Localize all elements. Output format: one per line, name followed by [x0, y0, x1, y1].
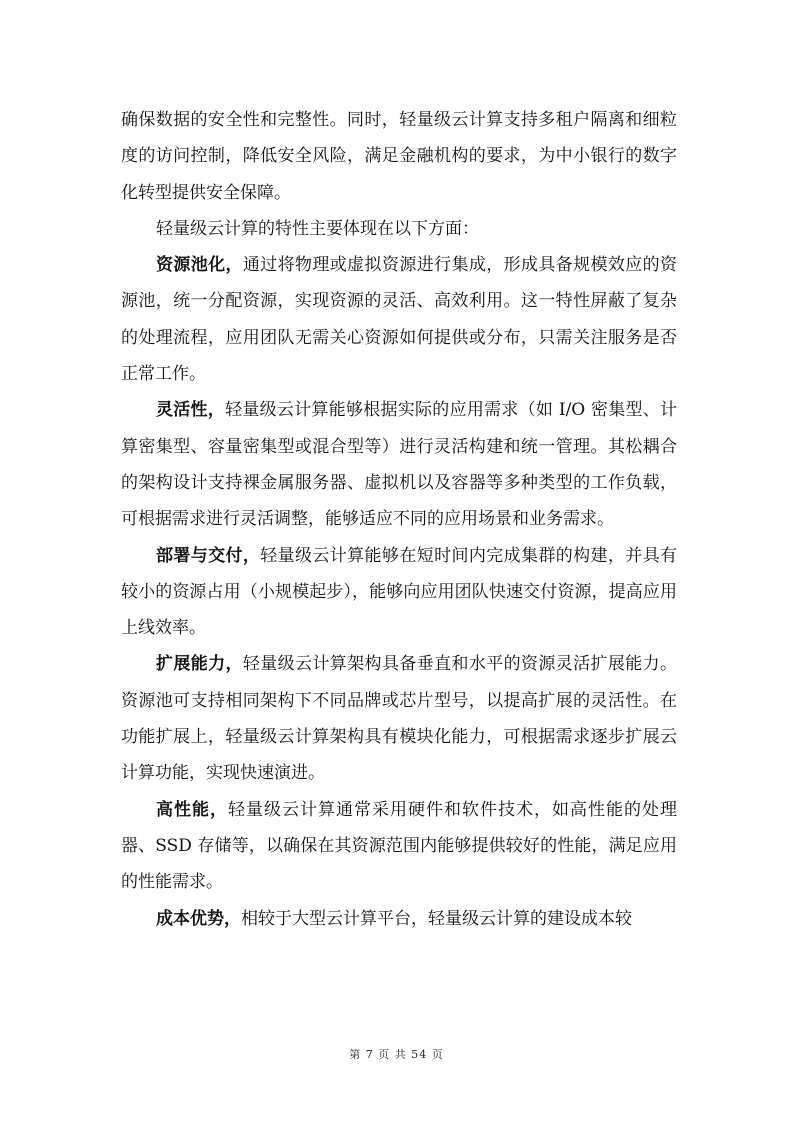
desc-performance: 轻量级云计算通常采用硬件和软件技术，如高性能的处理器、SSD 存储等，以确保在其资源范围内能够提供较好的性能，满足应用的性能需求。 — [121, 799, 677, 893]
term-flexibility: 灵活性， — [156, 400, 226, 421]
term-deployment: 部署与交付， — [156, 545, 261, 566]
paragraph-continuation: 确保数据的安全性和完整性。同时，轻量级云计算支持多租户隔离和细粒度的访问控制，降低安全风险，满足金融机构的要求，为中小银行的数字化转型提供安全保障。 — [121, 110, 677, 203]
desc-scalability: 轻量级云计算架构具备垂直和水平的资源灵活扩展能力。资源池可支持相同架构下不同品牌或芯片型号，以提高扩展的灵活性。在功能扩展上，轻量级云计算架构具有模块化能力，可根据需求逐步扩展云计算功能，实现快速演进。 — [121, 654, 678, 784]
paragraph-performance — [121, 792, 677, 901]
body-text — [121, 102, 677, 937]
desc-deployment: 轻量级云计算能够在短时间内完成集群的构建，并具有较小的资源占用（小规模起步），能够向应用团队快速交付资源，提高应用上线效率。 — [121, 545, 678, 639]
paragraph-resource-pooling — [121, 247, 677, 392]
paragraph-cost — [121, 901, 677, 937]
paragraph-flexibility — [121, 392, 677, 537]
term-performance: 高性能， — [156, 799, 228, 820]
page-number-footer: 第 7 页 共 54 页 — [349, 1048, 444, 1061]
term-scalability: 扩展能力， — [156, 654, 243, 675]
desc-flexibility: 轻量级云计算能够根据实际的应用需求（如 I/O 密集型、计算密集型、容量密集型或混合型等）进行灵活构建和统一管理。其松耦合的架构设计支持裸金属服务器、虚拟机以及容器等多种类型的工作负载，可根据需求进行灵活调整，能够适应不同的应用场景和业务需求。 — [121, 400, 677, 530]
paragraph-deployment — [121, 538, 677, 647]
term-resource-pooling: 资源池化， — [156, 255, 243, 276]
term-cost: 成本优势， — [156, 908, 241, 929]
paragraph-intro: 轻量级云计算的特性主要体现在以下方面： — [156, 218, 479, 239]
desc-cost: 相较于大型云计算平台，轻量级云计算的建设成本较 — [241, 908, 632, 929]
paragraph-scalability — [121, 646, 677, 791]
desc-resource-pooling: 通过将物理或虚拟资源进行集成，形成具备规模效应的资源池，统一分配资源，实现资源的灵活、高效利用。这一特性屏蔽了复杂的处理流程，应用团队无需关心资源如何提供或分布，只需关注服务是否正常工作。 — [121, 255, 678, 385]
